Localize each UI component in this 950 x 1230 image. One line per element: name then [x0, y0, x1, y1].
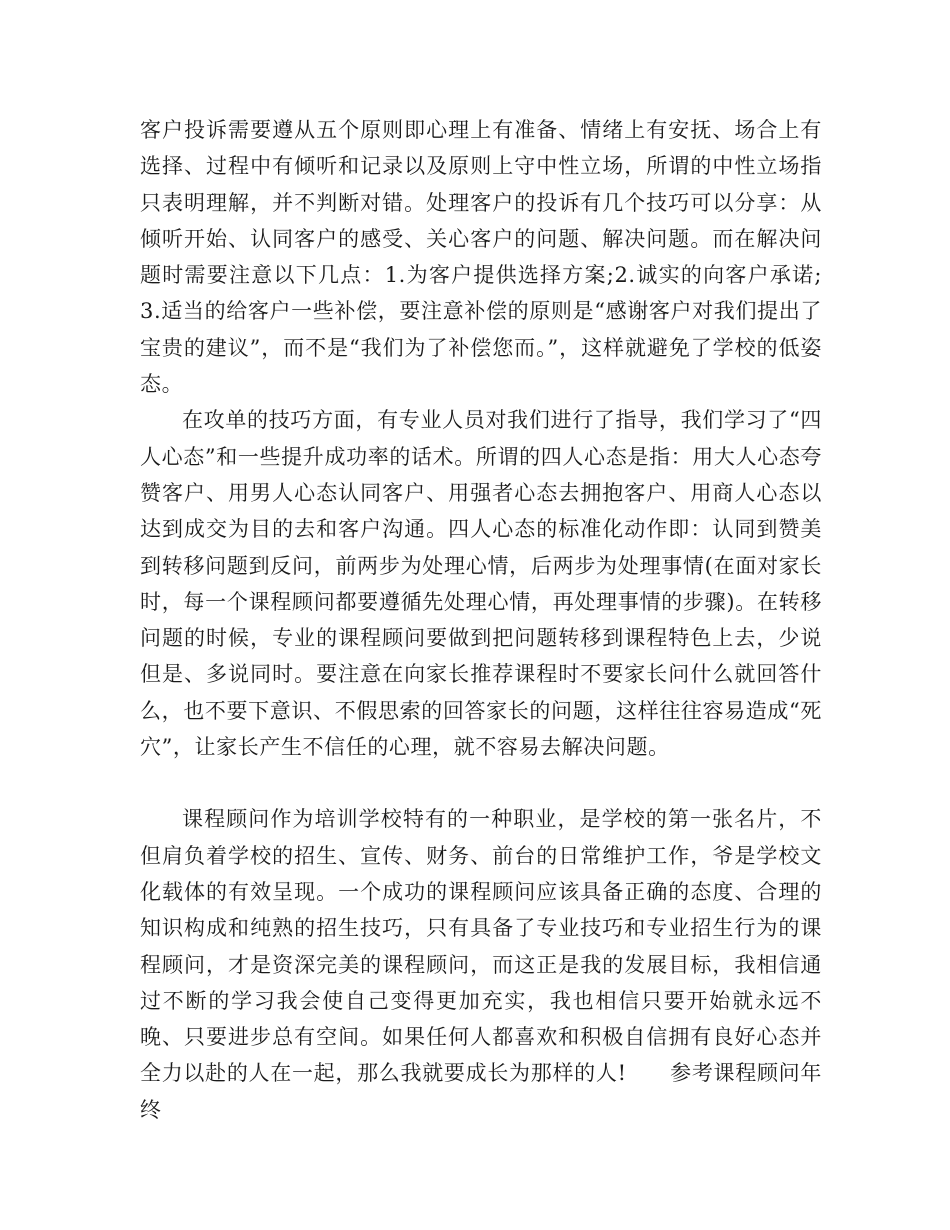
- paragraph-complaint-handling: 客户投诉需要遵从五个原则即心理上有准备、情绪上有安抚、场合上有选择、过程中有倾听和记录以及原则上守中性立场，所谓的中性立场指只表明理解，并不判断对错。处理客户的投诉有几个技巧可以分享：从倾听开始、认同客户的感受、关心客户的问题、解决问题。而在解决问题时需要注意以下几点：1.为客户提供选择方案;2.诚实的向客户承诺;3.适当的给客户一些补偿，要注意补偿的原则是“感谢客户对我们提出了宝贵的建议”，而不是“我们为了补偿您而。”，这样就避免了学校的低姿态。: [140, 118, 822, 397]
- paragraph-spacer: [140, 765, 822, 801]
- document-body: [140, 112, 822, 1128]
- paragraph-course-consultant: 课程顾问作为培训学校特有的一种职业，是学校的第一张名片，不但肩负着学校的招生、宣传、财务、前台的日常维护工作，爷是学校文化载体的有效呈现。一个成功的课程顾问应该具备正确的态度、合理的知识构成和纯熟的招生技巧，只有具备了专业技巧和专业招生行为的课程顾问，才是资深完美的课程顾问，而这正是我的发展目标，我相信通过不断的学习我会使自己变得更加充实，我也相信只要开始就永远不晚、只要进步总有空间。如果任何人都喜欢和积极自信拥有良好心态并全力以赴的人在一起，那么我就要成长为那样的人! 参考课程顾问年终: [140, 807, 822, 1122]
- paragraph-closing-skills: 在攻单的技巧方面，有专业人员对我们进行了指导，我们学习了“四人心态”和一些提升成功率的话术。所谓的四人心态是指：用大人心态夸赞客户、用男人心态认同客户、用强者心态去拥抱客户、用商人心态以达到成交为目的去和客户沟通。四人心态的标准化动作即：认同到赞美到转移问题到反问，前两步为处理心情，后两步为处理事情(在面对家长时，每一个课程顾问都要遵循先处理心情，再处理事情的步骤)。在转移问题的时候，专业的课程顾问要做到把问题转移到课程特色上去，少说但是、多说同时。要注意在向家长推荐课程时不要家长问什么就回答什么，也不要下意识、不假思索的回答家长的问题，这样往往容易造成“死穴”，让家长产生不信任的心理，就不容易去解决问题。: [140, 408, 822, 760]
